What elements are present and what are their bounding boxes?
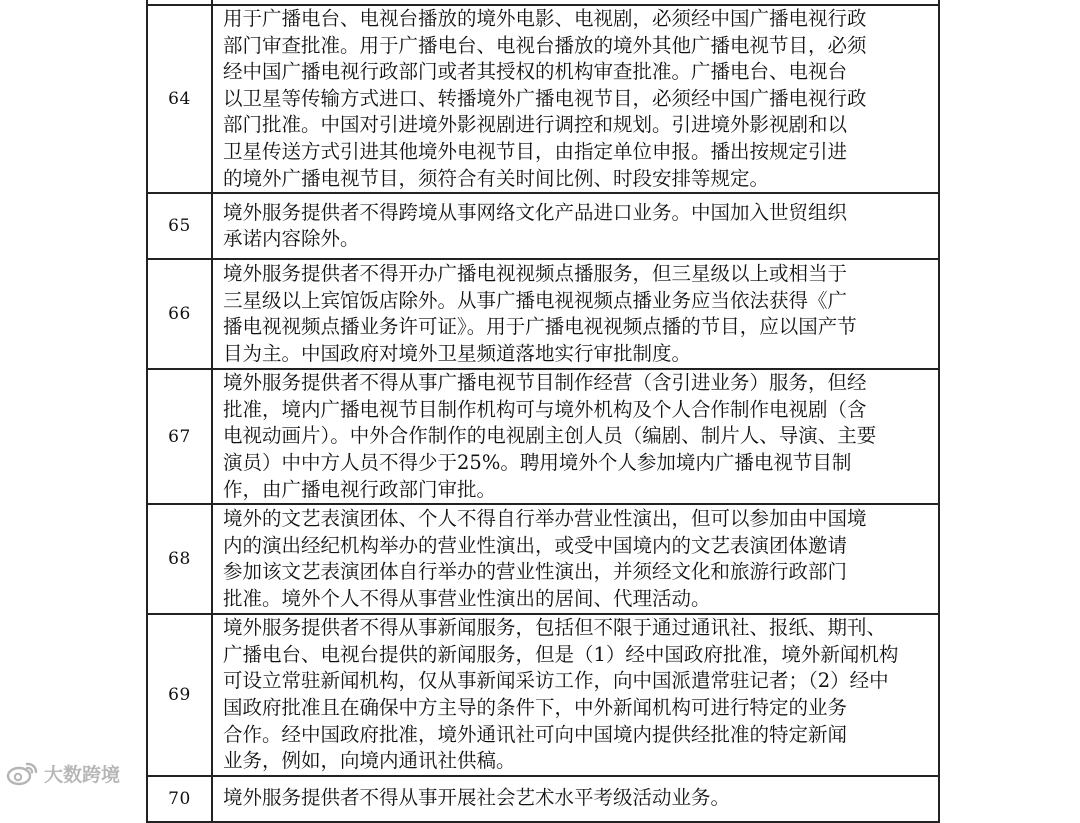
text-line: 播电视视频点播业务许可证》。用于广播电视视频点播的节目，应以国产节	[223, 315, 857, 339]
text-line: 业务，例如，向境内通讯社供稿。	[223, 749, 516, 773]
text-line: 广播电台、电视台提供的新闻服务，但是（1）经中国政府批准，境外新闻机构	[223, 642, 899, 666]
row-number: 70	[147, 776, 212, 822]
text-line: 用于广播电台、电视台播放的境外电影、电视剧，必须经中国广播电视行政	[223, 7, 867, 30]
text-line: 承诺内容除外。	[223, 227, 360, 251]
text-line: 境外服务提供者不得跨境从事网络文化产品进口业务。中国加入世贸组织	[223, 200, 848, 224]
table-row	[147, 776, 939, 822]
table-row	[147, 614, 939, 776]
text-line: 批准，境内广播电视节目制作机构可与境外机构及个人合作制作电视剧（含	[223, 397, 867, 421]
row-text	[212, 614, 939, 776]
table-row	[147, 259, 939, 369]
text-line: 三星级以上宾馆饭店除外。从事广播电视视频点播业务应当依法获得《广	[223, 288, 848, 312]
row-number: 65	[147, 193, 212, 259]
text-line: 的境外广播电视节目，须符合有关时间比例、时段安排等规定。	[223, 166, 770, 190]
text-line: 卫星传送方式引进其他境外电视节目，由指定单位申报。播出按规定引进	[223, 139, 848, 163]
weibo-logo-icon	[6, 760, 40, 786]
watermark	[6, 758, 120, 788]
text-line: 国政府批准且在确保中方主导的条件下，中外新闻机构可进行特定的业务	[223, 695, 848, 719]
row-text	[212, 776, 939, 822]
row-number: 64	[147, 5, 212, 193]
text-line: 境外的文艺表演团体、个人不得自行举办营业性演出，但可以参加由中国境	[223, 506, 867, 530]
text-line: 部门批准。中国对引进境外影视剧进行调控和规划。引进境外影视剧和以	[223, 113, 848, 137]
regulation-table	[146, 0, 940, 823]
text-line: 演员）中中方人员不得少于25%。聘用境外个人参加境内广播电视节目制	[223, 450, 852, 474]
text-line: 境外服务提供者不得从事广播电视节目制作经营（含引进业务）服务，但经	[223, 371, 867, 395]
table-row	[147, 369, 939, 504]
text-line: 可设立常驻新闻机构，仅从事新闻采访工作，向中国派遣常驻记者；（2）经中	[223, 669, 889, 693]
text-line: 批准。境外个人不得从事营业性演出的居间、代理活动。	[223, 586, 711, 610]
text-line: 境外服务提供者不得从事开展社会艺术水平考级活动业务。	[223, 786, 731, 810]
table-row	[147, 5, 939, 193]
row-number: 67	[147, 369, 212, 504]
row-number: 69	[147, 614, 212, 776]
text-line: 电视动画片）。中外合作制作的电视剧主创人员（编剧、制片人、导演、主要	[223, 424, 877, 448]
table-row	[147, 193, 939, 259]
text-line: 合作。经中国政府批准，境外通讯社可向中国境内提供经批准的特定新闻	[223, 722, 848, 746]
row-number: 68	[147, 504, 212, 614]
text-line: 经中国广播电视行政部门或者其授权的机构审查批准。广播电台、电视台	[223, 60, 848, 84]
text-line: 境外服务提供者不得开办广播电视视频点播服务，但三星级以上或相当于	[223, 261, 848, 285]
text-line: 境外服务提供者不得从事新闻服务，包括但不限于通过通讯社、报纸、期刊、	[223, 616, 887, 640]
text-line: 部门审查批准。用于广播电台、电视台播放的境外其他广播电视节目，必须	[223, 33, 867, 57]
text-line: 目为主。中国政府对境外卫星频道落地实行审批制度。	[223, 341, 692, 365]
row-number: 66	[147, 259, 212, 369]
row-text	[212, 193, 939, 259]
table-row	[147, 504, 939, 614]
row-text	[212, 504, 939, 614]
watermark-text: 大数跨境	[44, 763, 121, 786]
text-line: 参加该文艺表演团体自行举办的营业性演出，并须经文化和旅游行政部门	[223, 560, 848, 584]
row-text	[212, 259, 939, 369]
row-text	[212, 5, 939, 193]
row-text	[212, 369, 939, 504]
text-line: 内的演出经纪机构举办的营业性演出，或受中国境内的文艺表演团体邀请	[223, 533, 848, 557]
text-line: 作，由广播电视行政部门审批。	[223, 477, 497, 501]
text-line: 以卫星等传输方式进口、转播境外广播电视节目，必须经中国广播电视行政	[223, 86, 867, 110]
